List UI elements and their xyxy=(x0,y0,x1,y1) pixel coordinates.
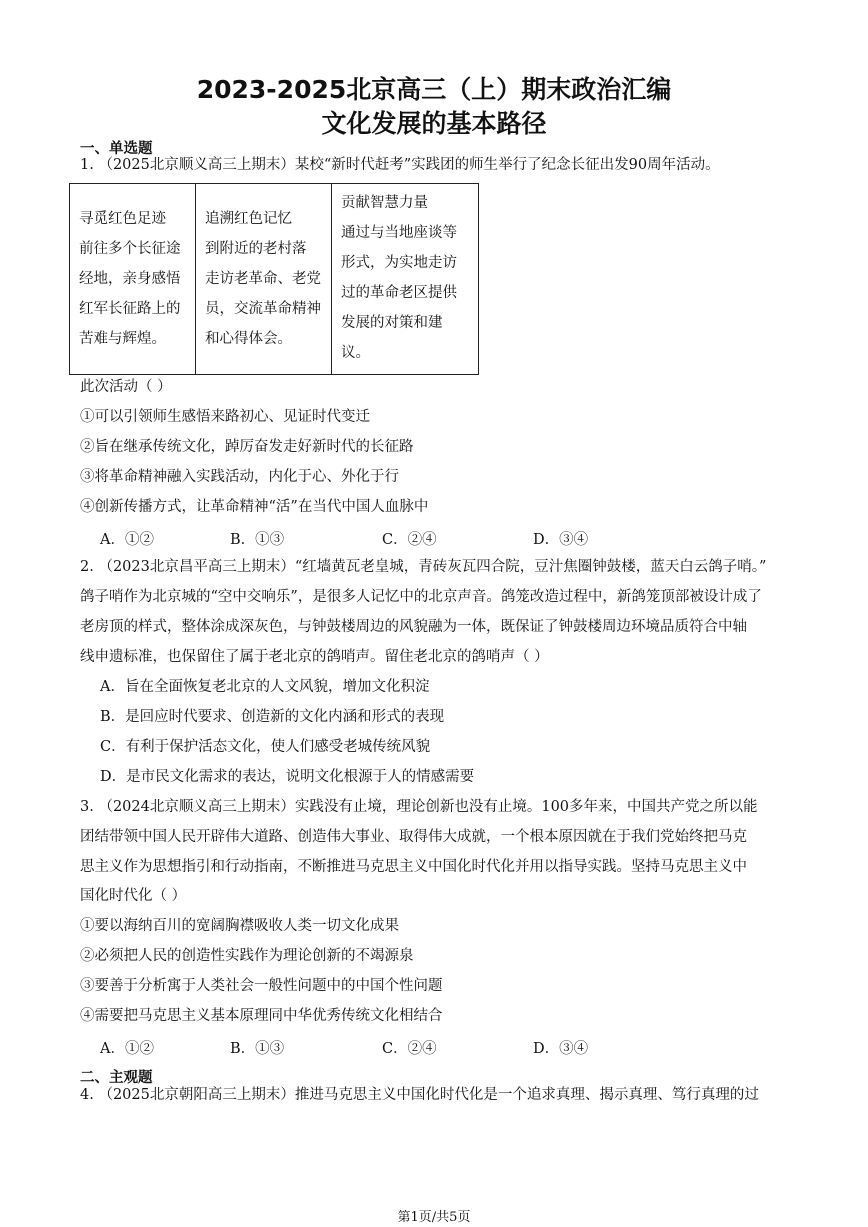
q2-stem-line-3: 老房顶的样式，整体涂成深灰色，与钟鼓楼周边的风貌融为一体，既保证了钟鼓楼周边环境品质符合中轴 xyxy=(80,619,747,635)
table-cell-1 xyxy=(70,184,195,374)
cell-text-line: 议。 xyxy=(341,345,370,361)
cell-text-line: 追溯红色记忆 xyxy=(205,211,292,227)
q3-item-3: ③要善于分析寓于人类社会一般性问题中的中国个性问题 xyxy=(80,978,443,994)
cell-text-line: 经地，亲身感悟 xyxy=(79,271,181,287)
q2-stem-line-2: 鸽子哨作为北京城的“空中交响乐”，是很多人记忆中的北京声音。鸽笼改造过程中，新鸽笼顶部被设计成了 xyxy=(80,589,762,605)
section-heading-single-choice: 一、单选题 xyxy=(80,141,153,157)
q2-option-a[interactable]: A．旨在全面恢复老北京的人文风貌，增加文化积淀 xyxy=(100,679,430,695)
q2-option-c[interactable]: C．有利于保护活态文化，使人们感受老城传统风貌 xyxy=(100,739,431,755)
q1-item-3: ③将革命精神融入实践活动，内化于心、外化于行 xyxy=(80,469,399,485)
q1-stem: 1. （2025北京顺义高三上期末）某校“新时代赶考”实践团的师生举行了纪念长征出发90周年活动。 xyxy=(80,157,720,173)
cell-text-line: 过的革命老区提供 xyxy=(341,285,457,301)
table-cell-3 xyxy=(332,184,478,374)
q3-option-b[interactable]: B．①③ xyxy=(230,1041,285,1057)
page-footer: 第1页/共5页 xyxy=(397,1210,471,1225)
q1-item-4: ④创新传播方式，让革命精神“活”在当代中国人血脉中 xyxy=(80,499,429,515)
q3-option-c[interactable]: C．②④ xyxy=(382,1041,437,1057)
q2-option-b[interactable]: B．是回应时代要求、创造新的文化内涵和形式的表现 xyxy=(100,709,445,725)
cell-text-line: 前往多个长征途 xyxy=(79,241,181,257)
cell-text-line: 寻觅红色足迹 xyxy=(79,211,166,227)
cell-text-line: 贡献智慧力量 xyxy=(341,195,428,211)
cell-text-line: 和心得体会。 xyxy=(205,331,292,347)
q3-stem-line-3: 思主义作为思想指引和行动指南，不断推进马克思主义中国化时代化并用以指导实践。坚持马克思主义中 xyxy=(80,859,747,875)
q2-option-d[interactable]: D．是市民文化需求的表达，说明文化根源于人的情感需要 xyxy=(100,769,475,785)
cell-text-line: 红军长征路上的 xyxy=(79,301,181,317)
cell-text-line: 苦难与辉煌。 xyxy=(79,331,166,347)
doc-title-line2: 文化发展的基本路径 xyxy=(321,109,547,138)
cell-text-line: 员，交流革命精神 xyxy=(205,301,321,317)
q1-item-1: ①可以引领师生感悟来路初心、见证时代变迁 xyxy=(80,409,370,425)
cell-text-line: 到附近的老村落 xyxy=(205,241,307,257)
q3-option-a[interactable]: A．①② xyxy=(100,1041,154,1057)
q1-activity-table xyxy=(69,183,479,375)
q3-stem-line-4: 国化时代化（ ） xyxy=(80,888,187,904)
q2-stem-line-1: 2. （2023北京昌平高三上期末）“红墙黄瓦老皇城，青砖灰瓦四合院，豆汁焦圈钟鼓楼，蓝天白云鸽子哨。” xyxy=(80,559,767,575)
cell-text-line: 形式，为实地走访 xyxy=(341,255,457,271)
section-heading-subjective: 二、主观题 xyxy=(80,1070,153,1086)
cell-text-line: 通过与当地座谈等 xyxy=(341,225,457,241)
q3-item-4: ④需要把马克思主义基本原理同中华优秀传统文化相结合 xyxy=(80,1008,443,1024)
q1-prompt: 此次活动（ ） xyxy=(80,379,172,395)
cell-text-line: 走访老革命、老党 xyxy=(205,271,321,287)
q1-option-d[interactable]: D．③④ xyxy=(533,532,589,548)
q1-option-b[interactable]: B．①③ xyxy=(230,532,285,548)
q3-item-1: ①要以海纳百川的宽阔胸襟吸收人类一切文化成果 xyxy=(80,918,399,934)
doc-title-line1: 2023-2025北京高三（上）期末政治汇编 xyxy=(196,75,672,104)
q4-stem-line-1: 4. （2025北京朝阳高三上期末）推进马克思主义中国化时代化是一个追求真理、揭示真理、笃行真理的过 xyxy=(80,1087,759,1103)
q3-option-d[interactable]: D．③④ xyxy=(533,1041,589,1057)
q1-option-c[interactable]: C．②④ xyxy=(382,532,437,548)
cell-text-line: 发展的对策和建 xyxy=(341,315,443,331)
q3-item-2: ②必须把人民的创造性实践作为理论创新的不竭源泉 xyxy=(80,948,414,964)
q1-item-2: ②旨在继承传统文化，踔厉奋发走好新时代的长征路 xyxy=(80,439,414,455)
q2-stem-line-4: 线申遗标准，也保留住了属于老北京的鸽哨声。留住老北京的鸽哨声（ ） xyxy=(80,649,549,665)
q3-stem-line-2: 团结带领中国人民开辟伟大道路、创造伟大事业、取得伟大成就，一个根本原因就在于我们党始终把马克 xyxy=(80,829,747,845)
q3-stem-line-1: 3. （2024北京顺义高三上期末）实践没有止境，理论创新也没有止境。100多年来，中国共产党之所以能 xyxy=(80,799,758,815)
table-cell-2 xyxy=(196,184,331,374)
q1-option-a[interactable]: A．①② xyxy=(100,532,154,548)
